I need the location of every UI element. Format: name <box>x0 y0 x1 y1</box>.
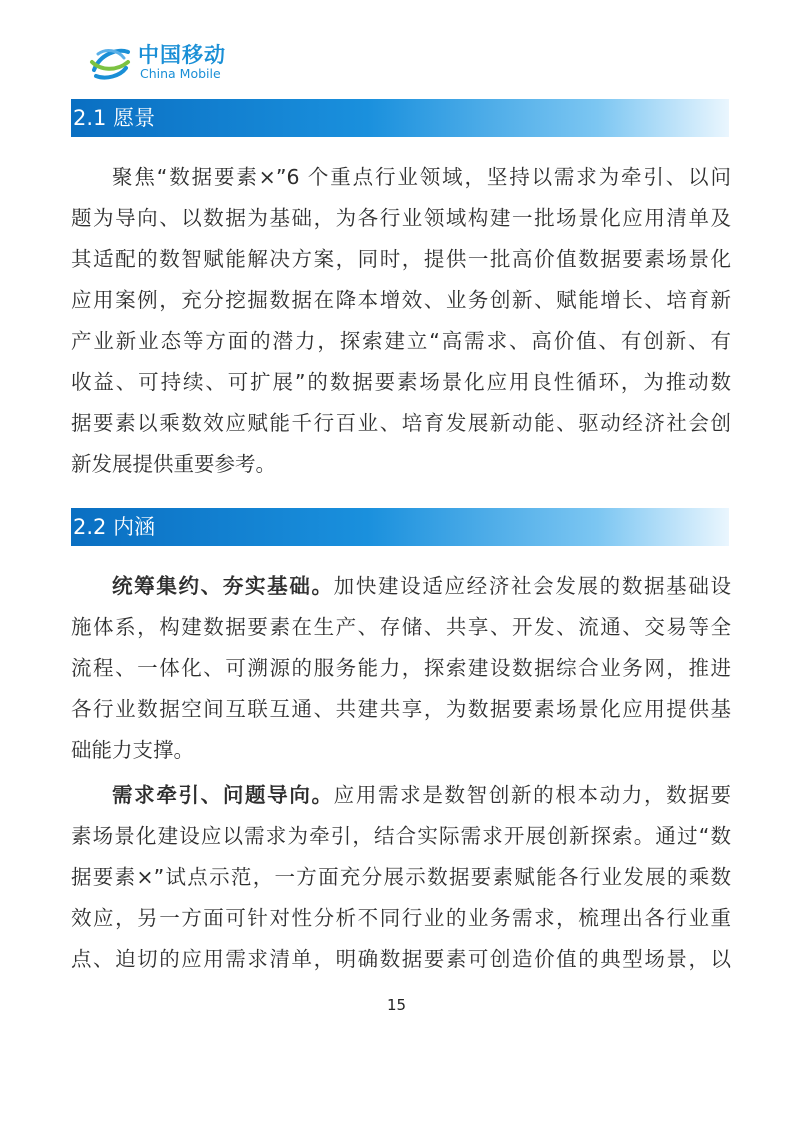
text-line: 收益、可持续、可扩展”的数据要素场景化应用良性循环，为推动数 <box>71 370 731 394</box>
section-heading-connotation: 2.2 内涵 <box>71 508 729 546</box>
text-line: 效应，另一方面可针对性分析不同行业的业务需求，梳理出各行业重 <box>71 906 731 930</box>
text-line: 素场景化建设应以需求为牵引，结合实际需求开展创新探索。通过“数 <box>71 824 731 848</box>
text-line: 产业新业态等方面的潜力，探索建立“高需求、高价值、有创新、有 <box>71 329 731 353</box>
page-number: 15 <box>386 996 407 1014</box>
text-line: 流程、一体化、可溯源的服务能力，探索建设数据综合业务网，推进 <box>71 656 731 680</box>
logo-english-text: China Mobile <box>140 66 221 81</box>
text-line: 据要素×”试点示范，一方面充分展示数据要素赋能各行业发展的乘数 <box>71 865 731 889</box>
text-line: 聚焦“数据要素×”6 个重点行业领域，坚持以需求为牵引、以问 <box>112 165 731 189</box>
bold-lead: 需求牵引、问题导向。 <box>112 783 334 807</box>
text-line: 应用案例，充分挖掘数据在降本增效、业务创新、赋能增长、培育新 <box>71 288 731 312</box>
text-line <box>71 775 731 816</box>
text-line: 各行业数据空间互联互通、共建共享，为数据要素场景化应用提供基 <box>71 697 731 721</box>
china-mobile-swirl-icon <box>88 40 132 84</box>
text-line <box>71 566 731 607</box>
text-line: 新发展提供重要参考。 <box>71 452 276 476</box>
connotation-paragraph-1 <box>71 566 731 771</box>
text-run: 加快建设适应经济社会发展的数据基础设 <box>333 574 732 598</box>
text-line: 础能力支撑。 <box>71 738 194 762</box>
text-line: 其适配的数智赋能解决方案，同时，提供一批高价值数据要素场景化 <box>71 247 731 271</box>
text-run: 应用需求是数智创新的根本动力，数据要 <box>333 783 732 807</box>
connotation-paragraph-2 <box>71 775 731 980</box>
section-heading-vision: 2.1 愿景 <box>71 99 729 137</box>
text-line: 施体系，构建数据要素在生产、存储、共享、开发、流通、交易等全 <box>71 615 731 639</box>
vision-paragraph <box>71 157 731 485</box>
text-line: 题为导向、以数据为基础，为各行业领域构建一批场景化应用清单及 <box>71 206 731 230</box>
logo-chinese-text: 中国移动 <box>138 43 226 67</box>
text-line: 据要素以乘数效应赋能千行百业、培育发展新动能、驱动经济社会创 <box>71 411 731 435</box>
text-line: 点、迫切的应用需求清单，明确数据要素可创造价值的典型场景，以 <box>71 947 731 971</box>
china-mobile-logo <box>88 38 248 88</box>
bold-lead: 统筹集约、夯实基础。 <box>112 574 334 598</box>
